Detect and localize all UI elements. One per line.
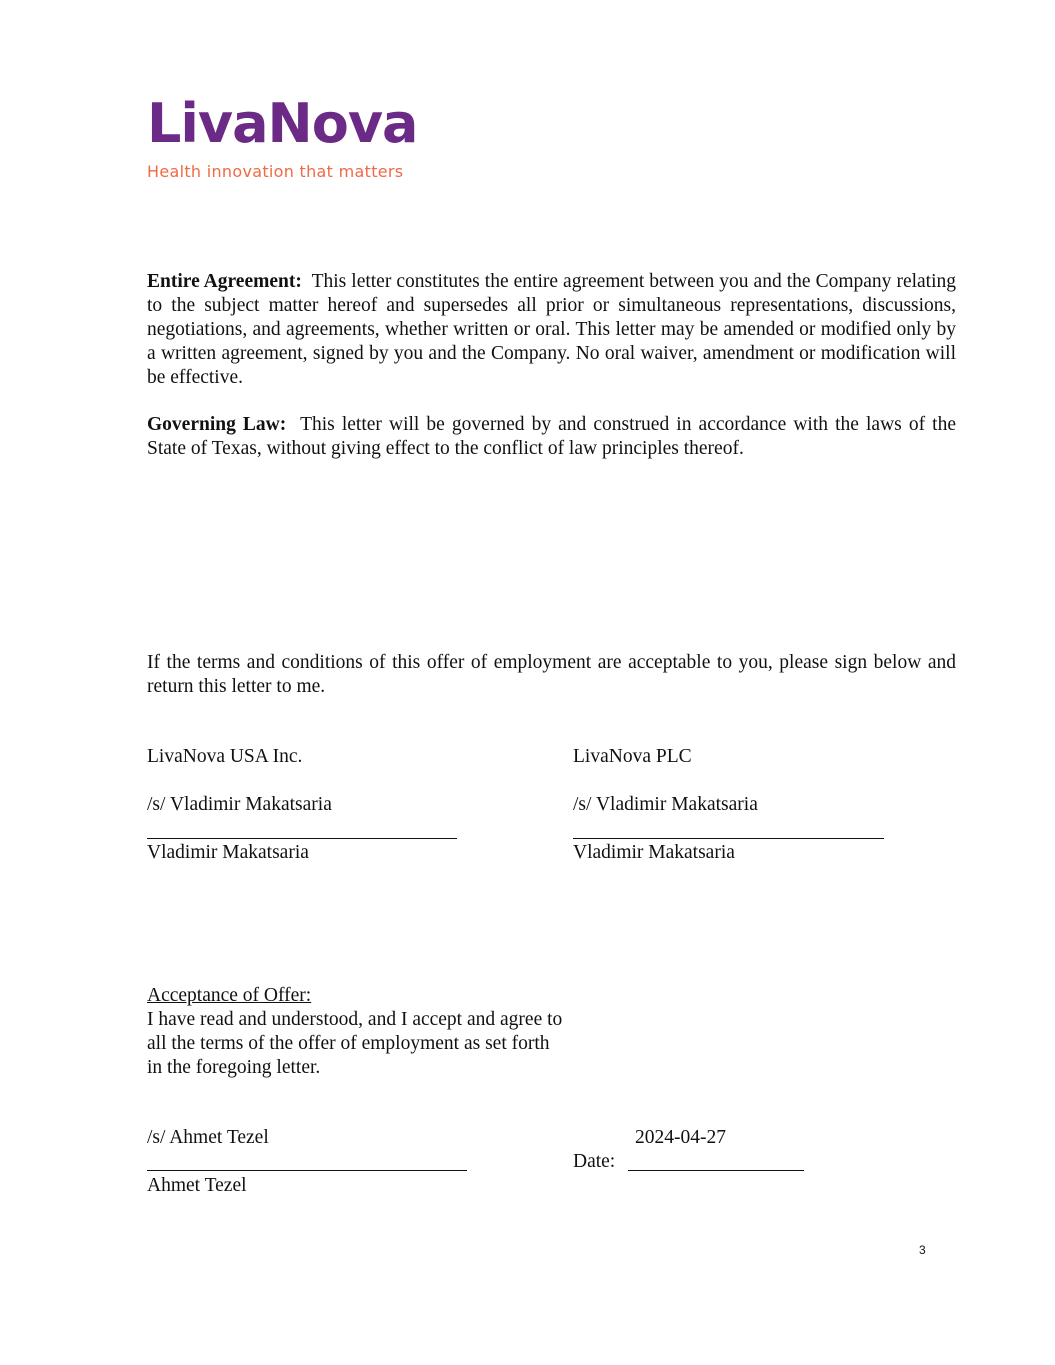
governing-law-heading: Governing Law:: [147, 414, 287, 435]
acceptance-line: all the terms of the offer of employment as set forth: [147, 1033, 550, 1054]
governing-law-paragraph: [147, 413, 956, 461]
signatory-company-1: LivaNova USA Inc.: [147, 746, 303, 767]
entire-agreement-paragraph: [147, 270, 956, 390]
signatory-name-2: Vladimir Makatsaria: [573, 842, 735, 863]
acceptance-line: in the foregoing letter.: [147, 1057, 321, 1078]
logo-tagline: Health innovation that matters: [147, 162, 404, 181]
acceptance-line: I have read and understood, and I accept and agree to: [147, 1009, 563, 1030]
employee-signature-line: [147, 1170, 467, 1171]
signature-1: /s/ Vladimir Makatsaria: [147, 794, 332, 815]
date-label: Date:: [573, 1151, 616, 1172]
entire-agreement-heading: Entire Agreement:: [147, 271, 302, 292]
signatory-name-1: Vladimir Makatsaria: [147, 842, 309, 863]
date-value: 2024-04-27: [635, 1127, 726, 1148]
acceptance-section: [147, 984, 562, 1080]
signatory-company-2: LivaNova PLC: [573, 746, 692, 767]
signature-line-2: [573, 838, 884, 839]
entire-agreement-text: This letter constitutes the entire agreement between you and the Company relating to the subject matter hereof and supersedes all prior or simultaneous representations, discussions, negotiations, and agreements, whether written or oral. This letter may be amended or modified only by a written agreement, signed by you and the Company. No oral waiver, amendment or modification will be effective.: [147, 271, 957, 388]
page-number: 3: [919, 1243, 926, 1257]
signature-line-1: [147, 838, 457, 839]
acceptance-heading: Acceptance of Offer:: [147, 985, 312, 1006]
employee-signature: /s/ Ahmet Tezel: [147, 1127, 269, 1148]
date-line: [628, 1170, 804, 1171]
company-logo: [147, 92, 418, 184]
employee-name: Ahmet Tezel: [147, 1175, 247, 1196]
logo-wordmark: LivaNova: [147, 92, 418, 155]
signature-2: /s/ Vladimir Makatsaria: [573, 794, 758, 815]
closing-paragraph: If the terms and conditions of this offer of employment are acceptable to you, please sign below and return this letter to me.: [147, 652, 956, 697]
governing-law-text: This letter will be governed by and construed in accordance with the laws of the State of Texas, without giving effect to the conflict of law principles thereof.: [147, 414, 956, 459]
